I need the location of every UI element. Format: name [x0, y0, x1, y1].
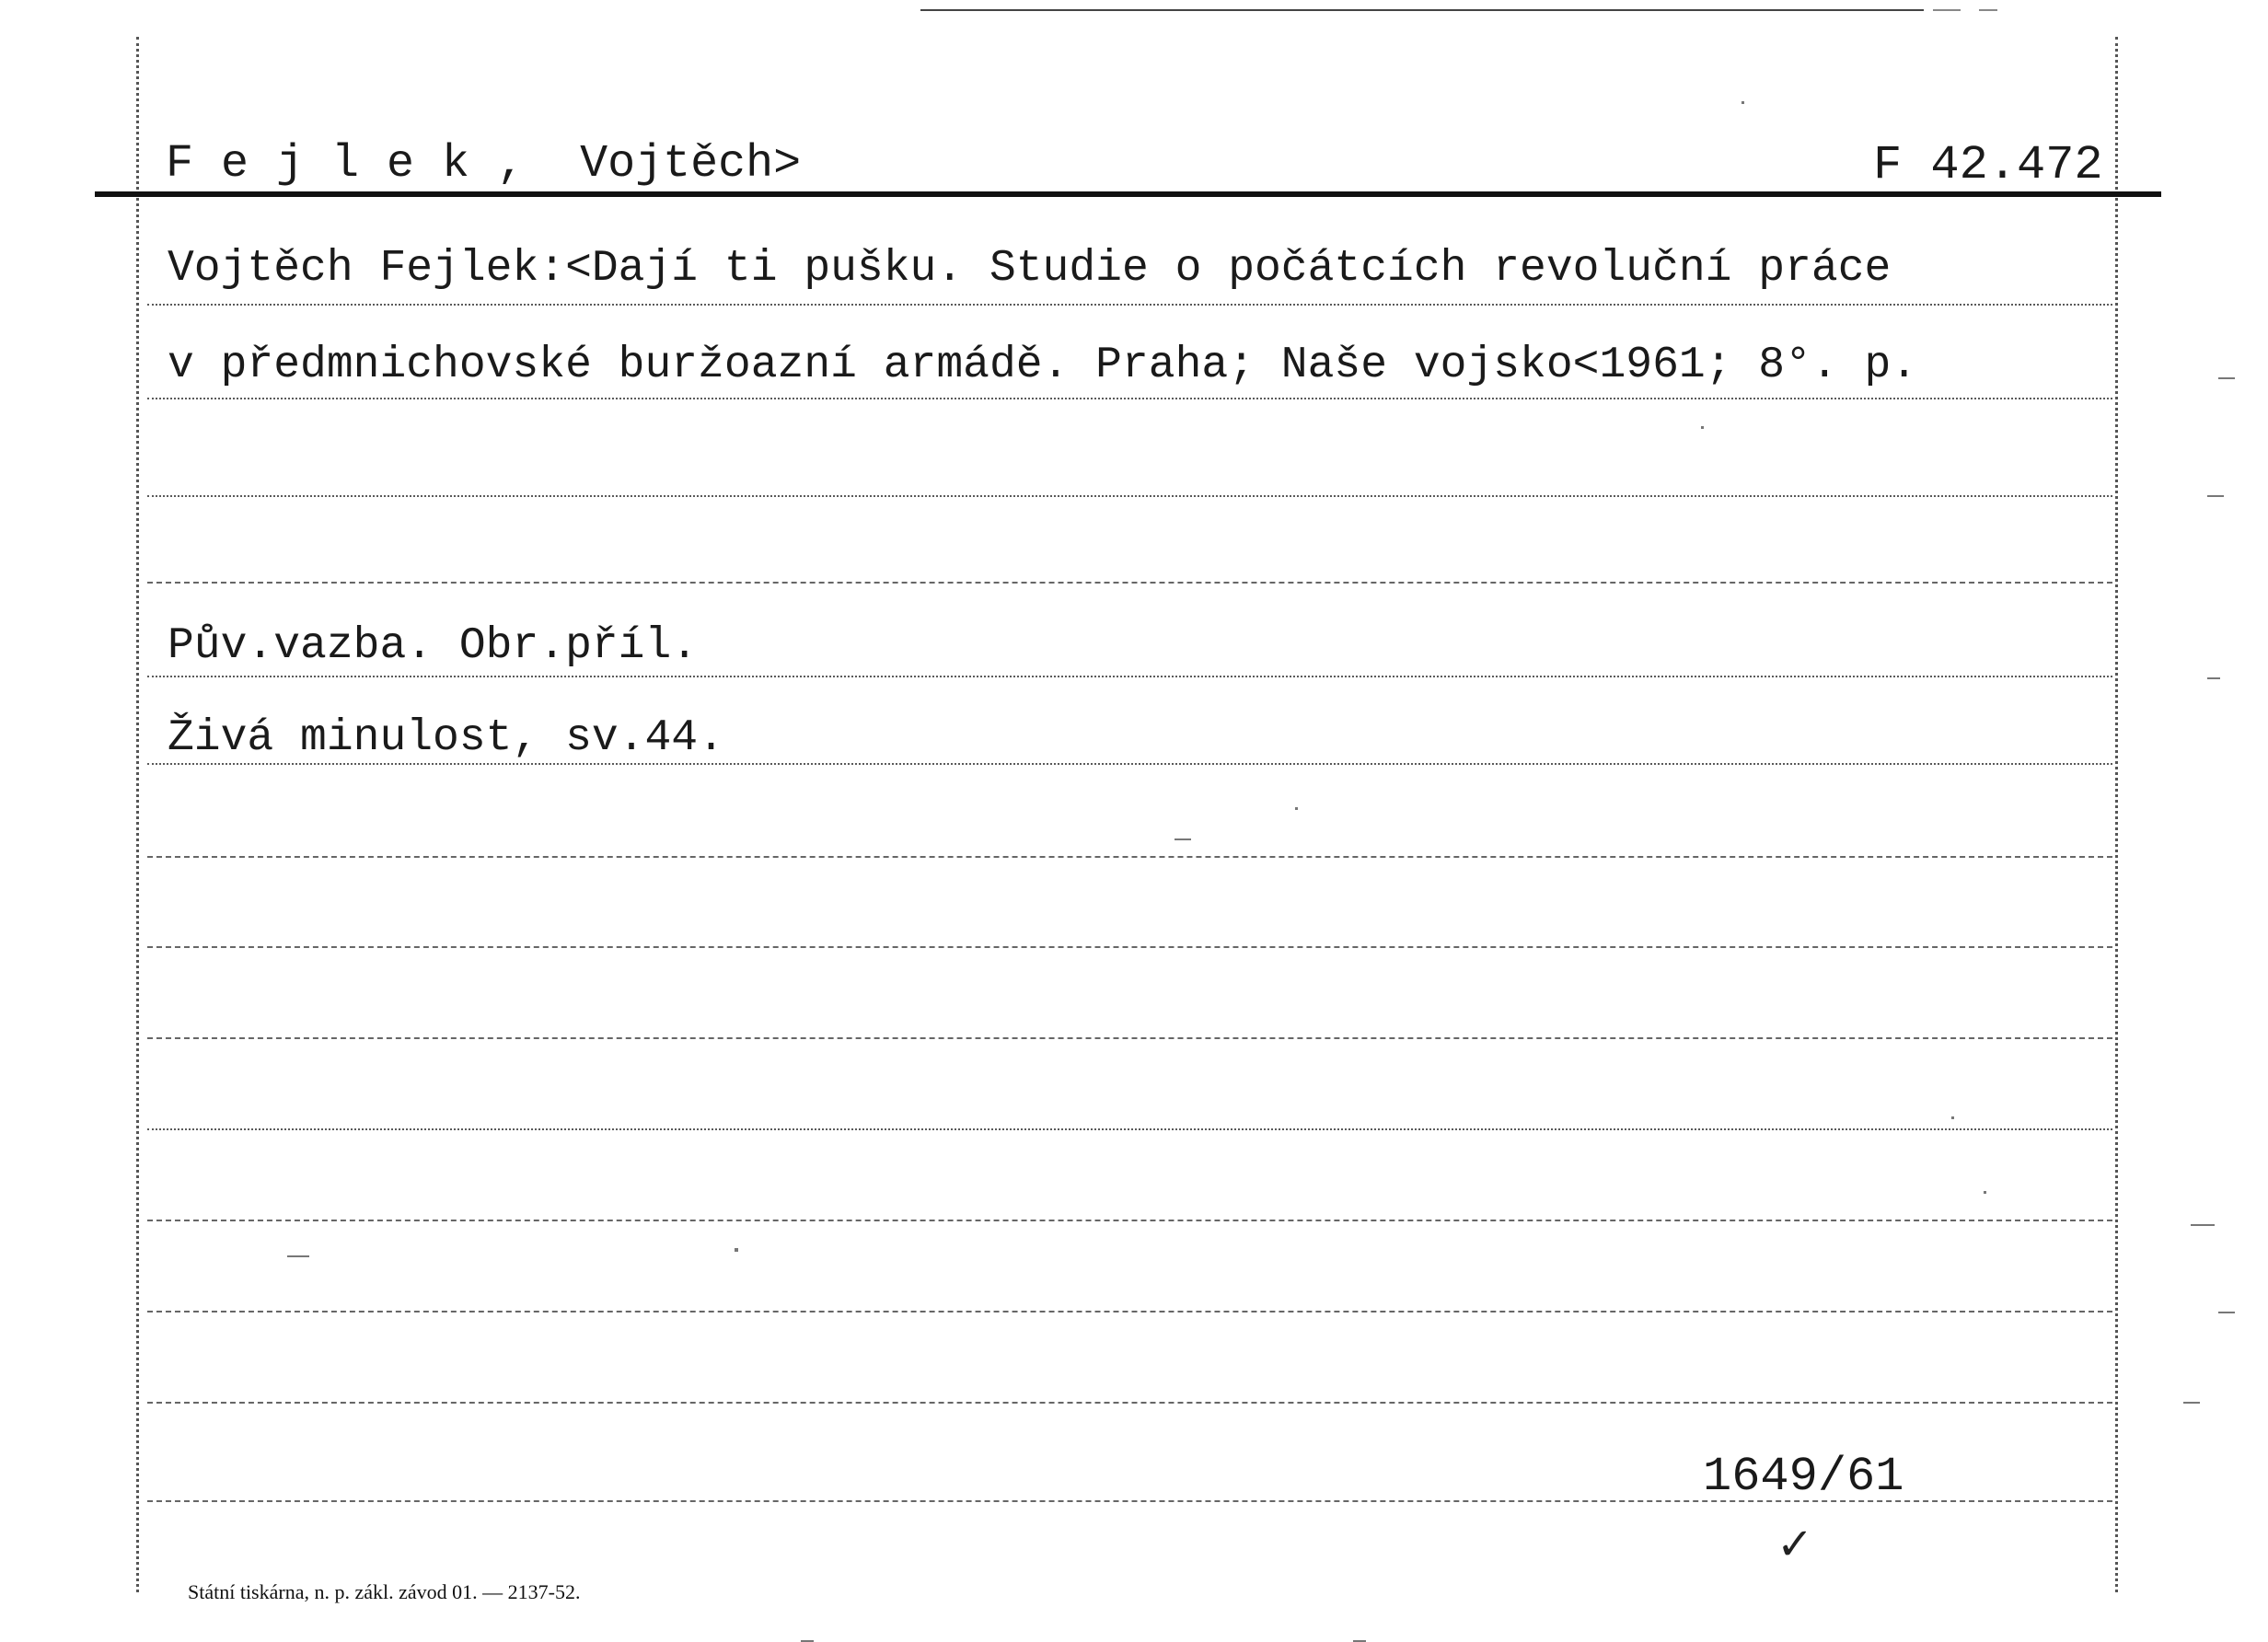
paper-speck [1742, 101, 1744, 104]
paper-speck [1951, 1116, 1954, 1119]
ruled-line [147, 1220, 2112, 1221]
card-top-edge-fragment [1933, 9, 1961, 11]
paper-mark [2183, 1402, 2200, 1404]
card-top-edge [920, 9, 1924, 11]
ruled-line [147, 582, 2112, 584]
paper-mark [2218, 1312, 2235, 1313]
ruled-line [147, 763, 2112, 765]
heading-rule [95, 191, 2161, 197]
body-line-6: Živá minulost, sv.44. [168, 713, 724, 763]
paper-speck [735, 1248, 738, 1252]
ruled-line [147, 1128, 2112, 1130]
ruled-line [147, 856, 2112, 858]
paper-mark [1174, 838, 1191, 840]
paper-speck [1295, 807, 1298, 810]
ruled-line [147, 304, 2112, 306]
ruled-line [147, 495, 2112, 497]
paper-mark [2207, 677, 2220, 679]
left-margin-rule [136, 37, 139, 1592]
printer-imprint: Státní tiskárna, n. p. zákl. závod 01. — 2137-52. [188, 1580, 581, 1603]
body-line-1: Vojtěch Fejlek:<Dají ti pušku. Studie o počátcích revoluční práce [168, 244, 1892, 294]
right-margin-rule [2115, 37, 2118, 1592]
ruled-line [147, 398, 2112, 399]
body-line-5: Pův.vazba. Obr.příl. [168, 621, 699, 671]
author-heading: F e j l e k , Vojtěch> [166, 138, 802, 191]
ruled-line [147, 1311, 2112, 1312]
paper-mark [287, 1255, 309, 1257]
paper-speck [1984, 1191, 1986, 1194]
ruled-line [147, 946, 2112, 948]
paper-mark [2191, 1224, 2215, 1226]
card-top-edge-fragment [1979, 9, 1997, 11]
paper-mark [2218, 377, 2235, 379]
ruled-line [147, 1037, 2112, 1039]
body-line-2: v předmnichovské buržoazní armádě. Praha; Naše vojsko<1961; 8°. p. [168, 341, 1918, 390]
shelf-signature: F 42.472 [1873, 138, 2103, 192]
ruled-line [147, 676, 2112, 677]
paper-speck [1701, 426, 1704, 429]
paper-mark [2207, 495, 2224, 497]
ruled-line [147, 1402, 2112, 1404]
check-mark-icon: ✓ [1776, 1519, 1814, 1570]
accession-number: 1649/61 [1703, 1450, 1904, 1504]
